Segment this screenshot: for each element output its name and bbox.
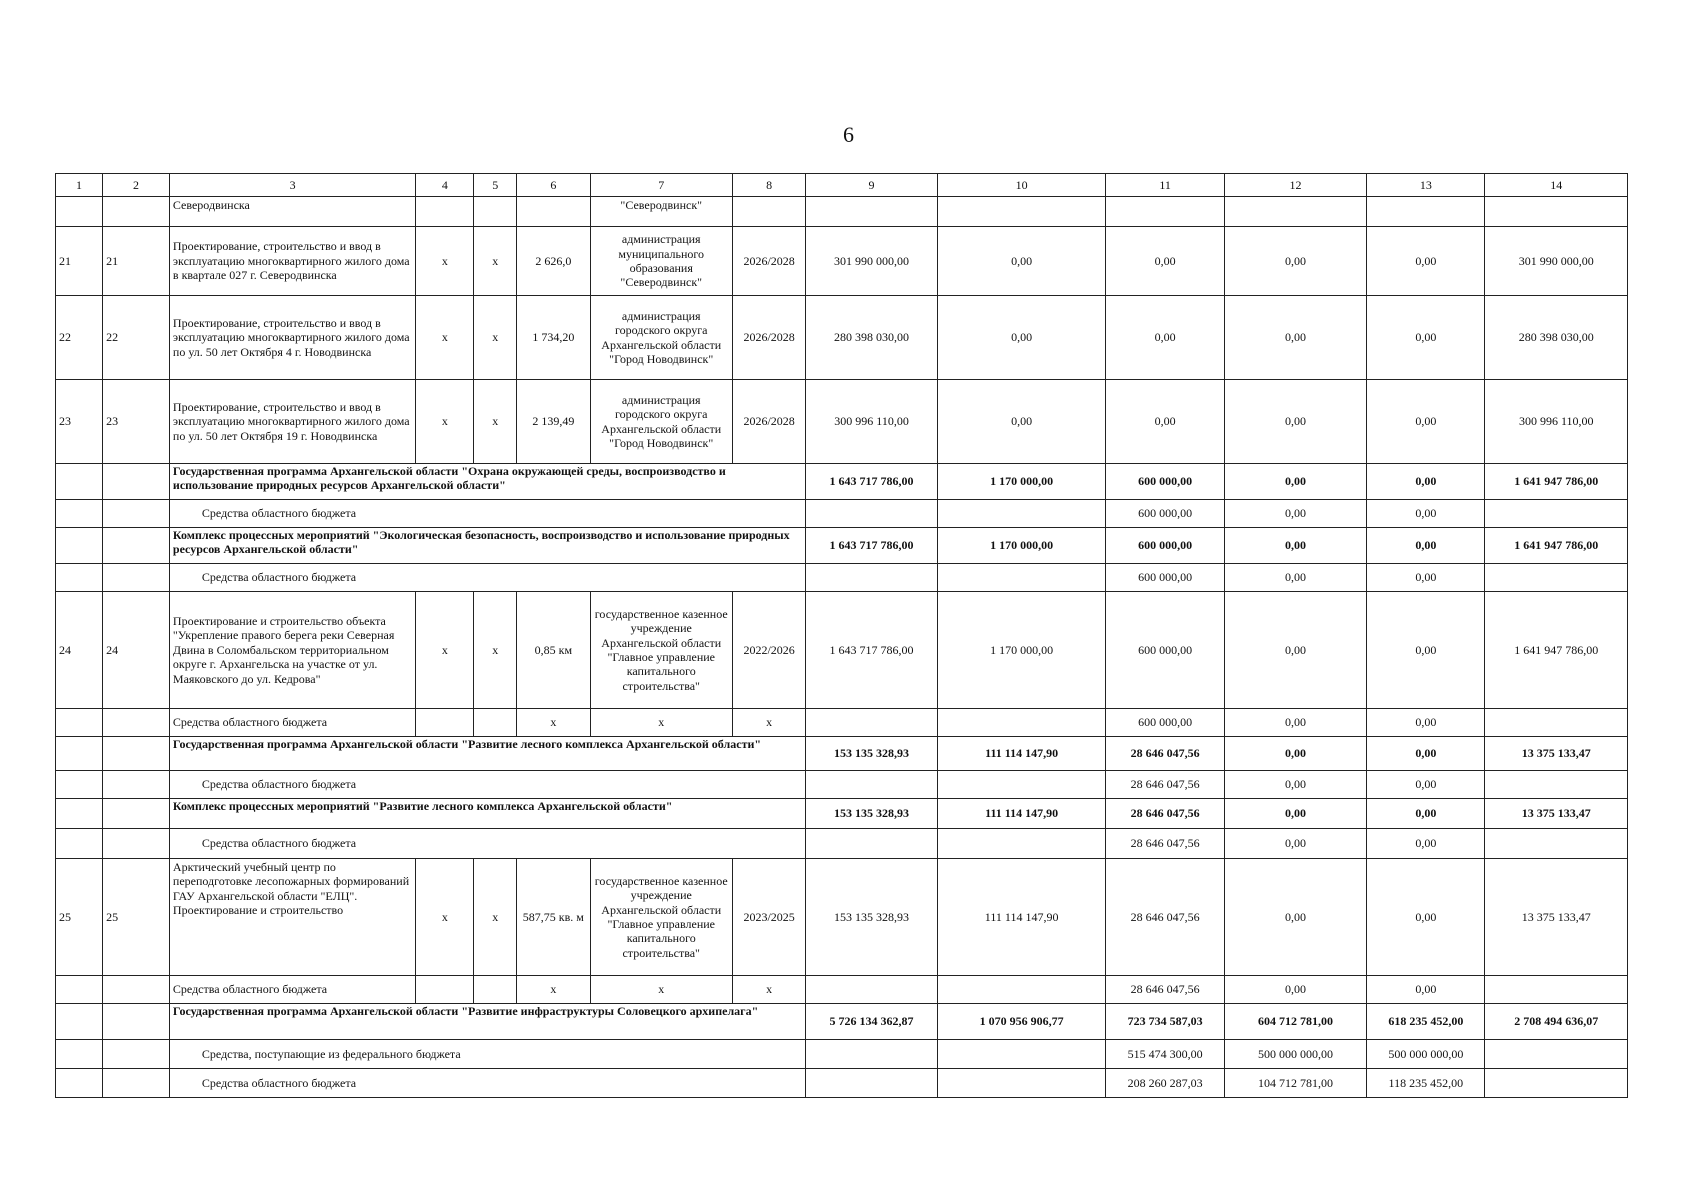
program-title: Государственная программа Архангельской области "Охрана окружающей среды, воспроизводство и использование природных ресурсов Архангельской области" bbox=[169, 464, 805, 500]
funding-source-row: Средства областного бюджета 28 646 047,56 0,00 0,00 bbox=[56, 771, 1628, 799]
investment-table bbox=[55, 173, 1628, 1098]
col-header: 7 bbox=[590, 174, 732, 197]
funding-source-row: Средства областного бюджета х х х 28 646 047,56 0,00 0,00 bbox=[56, 976, 1628, 1004]
col-header: 13 bbox=[1367, 174, 1485, 197]
col-header: 14 bbox=[1485, 174, 1628, 197]
col-header: 11 bbox=[1106, 174, 1224, 197]
col-header: 4 bbox=[416, 174, 474, 197]
customer: государственное казенное учреждение Архангельской области "Главное управление капитального строительства" bbox=[590, 859, 732, 976]
object-name: Проектирование и строительство объекта "Укрепление правого берега реки Северная Двина в Соломбальском территориальном округе г. Архангельска на участке от ул. Маяковского до ул. Кедрова" bbox=[169, 592, 415, 709]
funding-source: Средства областного бюджета bbox=[169, 976, 415, 1004]
table-row: 23 23 Проектирование, строительство и ввод в эксплуатацию многоквартирного жилого дома по ул. 50 лет Октября 19 г. Новодвинска х х 2 139,49 администрация городского округа Архангельской области "Город Новодвинск" 2026/2028 300 996 110,00 0,00 0,00 0,00 0,00 300 996 110,00 bbox=[56, 380, 1628, 464]
funding-source-row: Средства областного бюджета 28 646 047,56 0,00 0,00 bbox=[56, 829, 1628, 859]
funding-source: Средства областного бюджета bbox=[169, 1069, 805, 1098]
funding-source-row: Средства, поступающие из федерального бюджета 515 474 300,00 500 000 000,00 500 000 000,00 bbox=[56, 1040, 1628, 1069]
funding-source: Средства областного бюджета bbox=[169, 771, 805, 799]
table-row: 21 21 Проектирование, строительство и ввод в эксплуатацию многоквартирного жилого дома в квартале 027 г. Северодвинска х х 2 626,0 администрация муниципального образования "Северодвинск" 2026/2028 301 990 000,00 0,00 0,00 0,00 0,00 301 990 000,00 bbox=[56, 227, 1628, 296]
program-row: Государственная программа Архангельской области "Охрана окружающей среды, воспроизводство и использование природных ресурсов Архангельской области" 1 643 717 786,00 1 170 000,00 600 000,00 0,00 0,00 1 641 947 786,00 bbox=[56, 464, 1628, 500]
program-title: Государственная программа Архангельской области "Развитие инфраструктуры Соловецкого архипелага" bbox=[169, 1004, 805, 1040]
table-row: 25 25 Арктический учебный центр по переподготовке лесопожарных формирований ГАУ Архангельской области "ЕЛЦ". Проектирование и строительство х х 587,75 кв. м государственное казенное учреждение Архангельской области "Главное управление капитального строительства" 2023/2025 153 135 328,93 111 114 147,90 28 646 047,56 0,00 0,00 13 375 133,47 bbox=[56, 859, 1628, 976]
program-title: Государственная программа Архангельской области "Развитие лесного комплекса Архангельской области" bbox=[169, 737, 805, 771]
complex-row: Комплекс процессных мероприятий "Развитие лесного комплекса Архангельской области" 153 135 328,93 111 114 147,90 28 646 047,56 0,00 0,00 13 375 133,47 bbox=[56, 799, 1628, 829]
complex-title: Комплекс процессных мероприятий "Развитие лесного комплекса Архангельской области" bbox=[169, 799, 805, 829]
program-row: Государственная программа Архангельской области "Развитие инфраструктуры Соловецкого архипелага" 5 726 134 362,87 1 070 956 906,77 723 734 587,03 604 712 781,00 618 235 452,00 2 708 494 636,07 bbox=[56, 1004, 1628, 1040]
col-header: 2 bbox=[103, 174, 170, 197]
col-header: 10 bbox=[937, 174, 1106, 197]
page-number: 6 bbox=[843, 122, 854, 147]
customer: "Северодвинск" bbox=[590, 197, 732, 227]
table-row bbox=[56, 197, 1628, 227]
col-header: 8 bbox=[732, 174, 805, 197]
col-header: 12 bbox=[1224, 174, 1366, 197]
object-name: Проектирование, строительство и ввод в эксплуатацию многоквартирного жилого дома в квартале 027 г. Северодвинска bbox=[169, 227, 415, 296]
funding-source-row: Средства областного бюджета х х х 600 000,00 0,00 0,00 bbox=[56, 709, 1628, 737]
col-header: 6 bbox=[517, 174, 590, 197]
table-row: 24 24 Проектирование и строительство объекта "Укрепление правого берега реки Северная Двина в Соломбальском территориальном округе г. Архангельска на участке от ул. Маяковского до ул. Кедрова" х х 0,85 км государственное казенное учреждение Архангельской области "Главное управление капитального строительства" 2022/2026 1 643 717 786,00 1 170 000,00 600 000,00 0,00 0,00 1 641 947 786,00 bbox=[56, 592, 1628, 709]
customer: государственное казенное учреждение Архангельской области "Главное управление капитального строительства" bbox=[590, 592, 732, 709]
complex-row: Комплекс процессных мероприятий "Экологическая безопасность, воспроизводство и использование природных ресурсов Архангельской области" 1 643 717 786,00 1 170 000,00 600 000,00 0,00 0,00 1 641 947 786,00 bbox=[56, 528, 1628, 564]
customer: администрация городского округа Архангельской области "Город Новодвинск" bbox=[590, 380, 732, 464]
funding-source-row: Средства областного бюджета 600 000,00 0,00 0,00 bbox=[56, 500, 1628, 528]
col-header: 3 bbox=[169, 174, 415, 197]
col-header: 5 bbox=[474, 174, 517, 197]
object-name: Проектирование, строительство и ввод в эксплуатацию многоквартирного жилого дома по ул. 50 лет Октября 4 г. Новодвинска bbox=[169, 296, 415, 380]
object-name: Арктический учебный центр по переподготовке лесопожарных формирований ГАУ Архангельской области "ЕЛЦ". Проектирование и строительство bbox=[169, 859, 415, 976]
funding-source: Средства областного бюджета bbox=[169, 709, 415, 737]
object-name: Северодвинска bbox=[169, 197, 415, 227]
funding-source: Средства областного бюджета bbox=[169, 500, 805, 528]
object-name: Проектирование, строительство и ввод в эксплуатацию многоквартирного жилого дома по ул. 50 лет Октября 19 г. Новодвинска bbox=[169, 380, 415, 464]
complex-title: Комплекс процессных мероприятий "Экологическая безопасность, воспроизводство и использование природных ресурсов Архангельской области" bbox=[169, 528, 805, 564]
funding-source: Средства областного бюджета bbox=[169, 564, 805, 592]
col-header: 9 bbox=[806, 174, 937, 197]
funding-source: Средства областного бюджета bbox=[169, 829, 805, 859]
funding-source: Средства, поступающие из федерального бюджета bbox=[169, 1040, 805, 1069]
customer: администрация городского округа Архангельской области "Город Новодвинск" bbox=[590, 296, 732, 380]
customer: администрация муниципального образования "Северодвинск" bbox=[590, 227, 732, 296]
col-header: 1 bbox=[56, 174, 103, 197]
table-row: 22 22 Проектирование, строительство и ввод в эксплуатацию многоквартирного жилого дома по ул. 50 лет Октября 4 г. Новодвинска х х 1 734,20 администрация городского округа Архангельской области "Город Новодвинск" 2026/2028 280 398 030,00 0,00 0,00 0,00 0,00 280 398 030,00 bbox=[56, 296, 1628, 380]
funding-source-row: Средства областного бюджета 600 000,00 0,00 0,00 bbox=[56, 564, 1628, 592]
header-row bbox=[56, 174, 1628, 197]
funding-source-row: Средства областного бюджета 208 260 287,03 104 712 781,00 118 235 452,00 bbox=[56, 1069, 1628, 1098]
program-row: Государственная программа Архангельской области "Развитие лесного комплекса Архангельской области" 153 135 328,93 111 114 147,90 28 646 047,56 0,00 0,00 13 375 133,47 bbox=[56, 737, 1628, 771]
